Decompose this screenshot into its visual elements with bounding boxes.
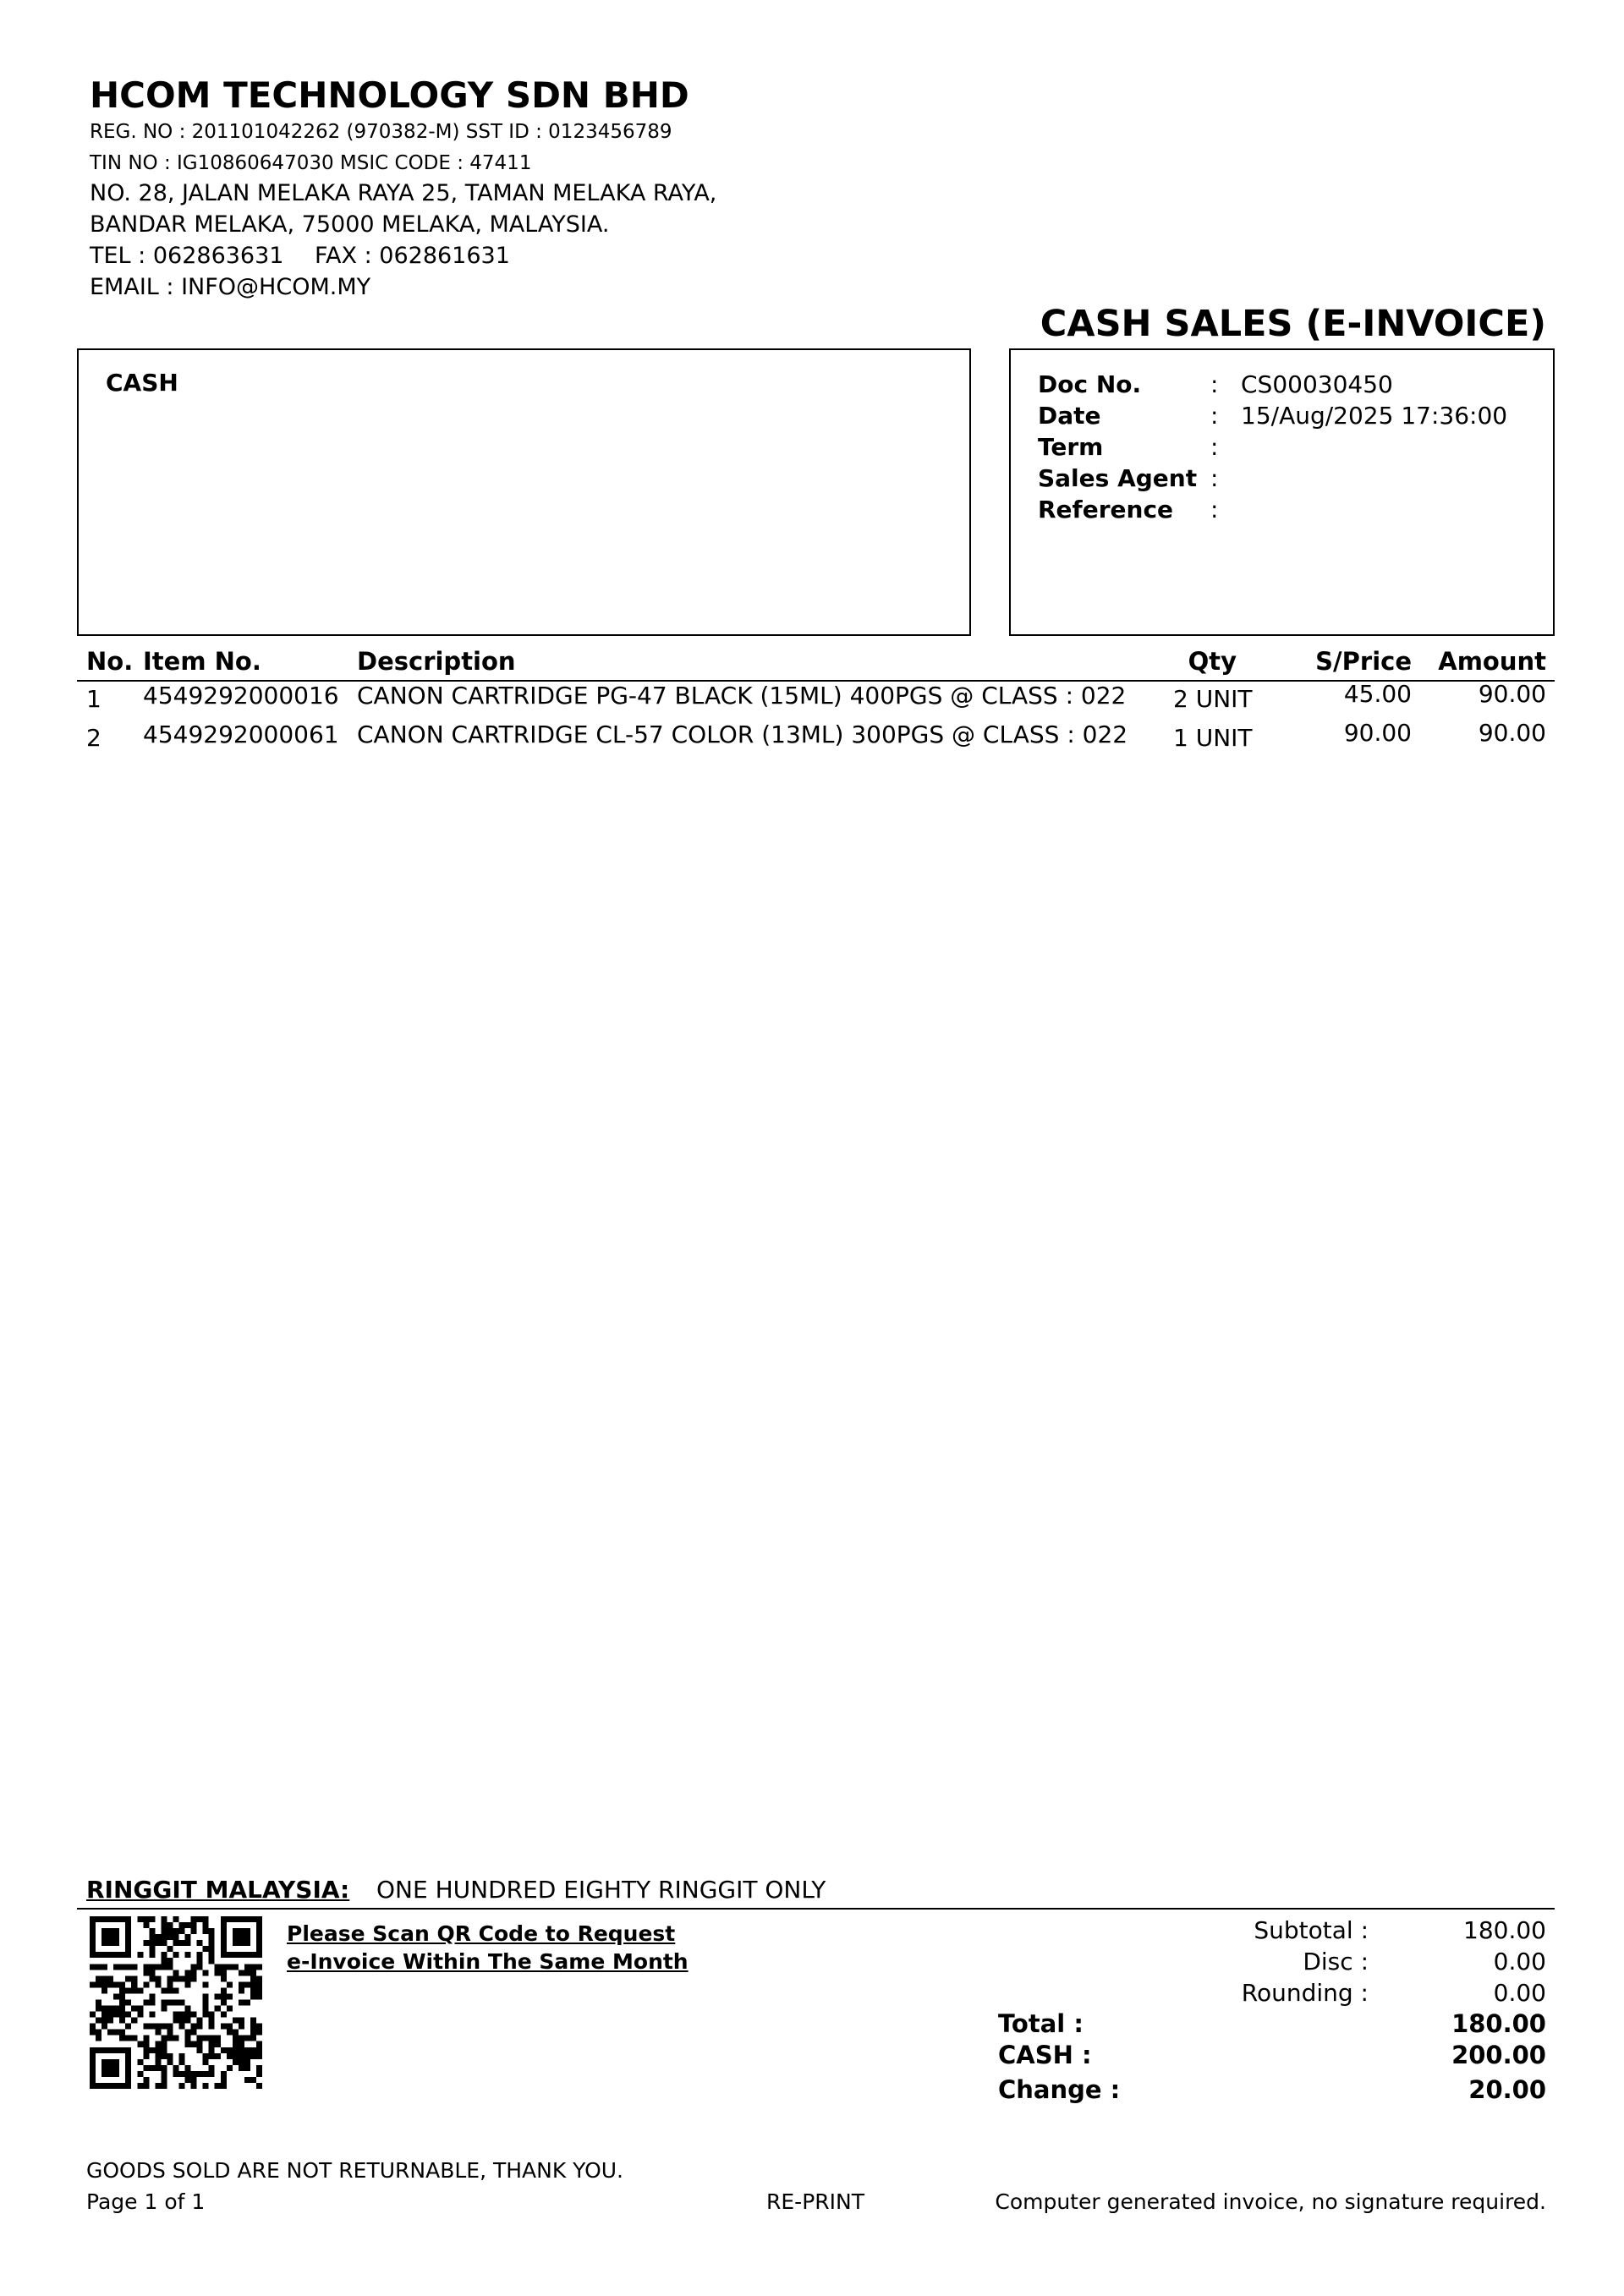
date-label: Date (1038, 402, 1101, 430)
reprint-label: RE-PRINT (766, 2189, 864, 2214)
discount-value: 0.00 (1493, 1948, 1546, 1975)
col-header-price: S/Price (1315, 647, 1412, 676)
row-amount: 90.00 (1478, 680, 1546, 708)
company-name: HCOM TECHNOLOGY SDN BHD (90, 74, 689, 116)
row-description: CANON CARTRIDGE PG-47 BLACK (15ML) 400PGS @ CLASS : 022 (357, 682, 1127, 710)
date-value: 15/Aug/2025 17:36:00 (1241, 402, 1508, 430)
reference-sep: : (1210, 496, 1219, 523)
row-amount: 90.00 (1478, 719, 1546, 747)
doc-no-sep: : (1210, 370, 1219, 398)
row-item-no: 4549292000016 (143, 682, 339, 710)
customer-name: CASH (106, 369, 178, 397)
company-reg-line: REG. NO : 201101042262 (970382-M) SST ID : 0123456789 (90, 121, 672, 143)
row-price: 90.00 (1343, 719, 1412, 747)
amount-in-words-label: RINGGIT MALAYSIA: (86, 1876, 350, 1904)
sales-agent-sep: : (1210, 464, 1219, 492)
company-tel: TEL : 062863631 (90, 243, 284, 269)
page-number: Page 1 of 1 (86, 2189, 206, 2214)
rounding-label: Rounding : (1241, 1979, 1369, 2007)
row-description: CANON CARTRIDGE CL-57 COLOR (13ML) 300PGS @ CLASS : 022 (357, 721, 1128, 748)
document-title: CASH SALES (E-INVOICE) (1040, 303, 1546, 345)
term-sep: : (1210, 433, 1219, 461)
term-label: Term (1038, 433, 1104, 461)
cash-value: 200.00 (1451, 2041, 1546, 2069)
row-no: 1 (86, 685, 102, 713)
company-email: EMAIL : INFO@HCOM.MY (90, 274, 371, 300)
subtotal-value: 180.00 (1463, 1916, 1546, 1944)
cash-label: CASH : (998, 2041, 1092, 2069)
col-header-description: Description (357, 647, 516, 676)
col-header-no: No. (86, 647, 134, 676)
col-header-item-no: Item No. (143, 647, 261, 676)
total-label: Total : (998, 2009, 1084, 2038)
qr-note-line1: Please Scan QR Code to Request (287, 1921, 676, 1946)
row-item-no: 4549292000061 (143, 721, 339, 748)
row-qty: 2 UNIT (1173, 685, 1253, 713)
rounding-value: 0.00 (1493, 1979, 1546, 2007)
date-sep: : (1210, 402, 1219, 430)
change-label: Change : (998, 2075, 1121, 2104)
doc-no-value: CS00030450 (1241, 370, 1393, 398)
row-no: 2 (86, 724, 102, 752)
qr-code-icon[interactable] (90, 1916, 262, 2089)
company-fax: FAX : 062861631 (315, 243, 510, 269)
summary-rule (77, 1908, 1555, 1910)
change-value: 20.00 (1468, 2075, 1546, 2104)
reference-label: Reference (1038, 496, 1174, 523)
amount-in-words-value: ONE HUNDRED EIGHTY RINGGIT ONLY (376, 1876, 826, 1904)
row-qty: 1 UNIT (1173, 724, 1253, 752)
col-header-amount: Amount (1438, 647, 1546, 676)
qr-note-line2: e-Invoice Within The Same Month (287, 1949, 689, 1974)
customer-box (77, 348, 971, 636)
col-header-qty: Qty (1188, 647, 1237, 676)
doc-no-label: Doc No. (1038, 370, 1142, 398)
company-address-line2: BANDAR MELAKA, 75000 MELAKA, MALAYSIA. (90, 211, 610, 238)
subtotal-label: Subtotal : (1254, 1916, 1369, 1944)
company-address-line1: NO. 28, JALAN MELAKA RAYA 25, TAMAN MELAKA RAYA, (90, 180, 717, 206)
sales-agent-label: Sales Agent (1038, 464, 1198, 492)
document-info-box (1009, 348, 1555, 636)
returns-note: GOODS SOLD ARE NOT RETURNABLE, THANK YOU. (86, 2158, 623, 2183)
company-tin-line: TIN NO : IG10860647030 MSIC CODE : 47411 (90, 152, 532, 174)
signature-note: Computer generated invoice, no signature required. (995, 2189, 1546, 2214)
total-value: 180.00 (1451, 2009, 1546, 2038)
discount-label: Disc : (1303, 1948, 1369, 1975)
row-price: 45.00 (1343, 680, 1412, 708)
